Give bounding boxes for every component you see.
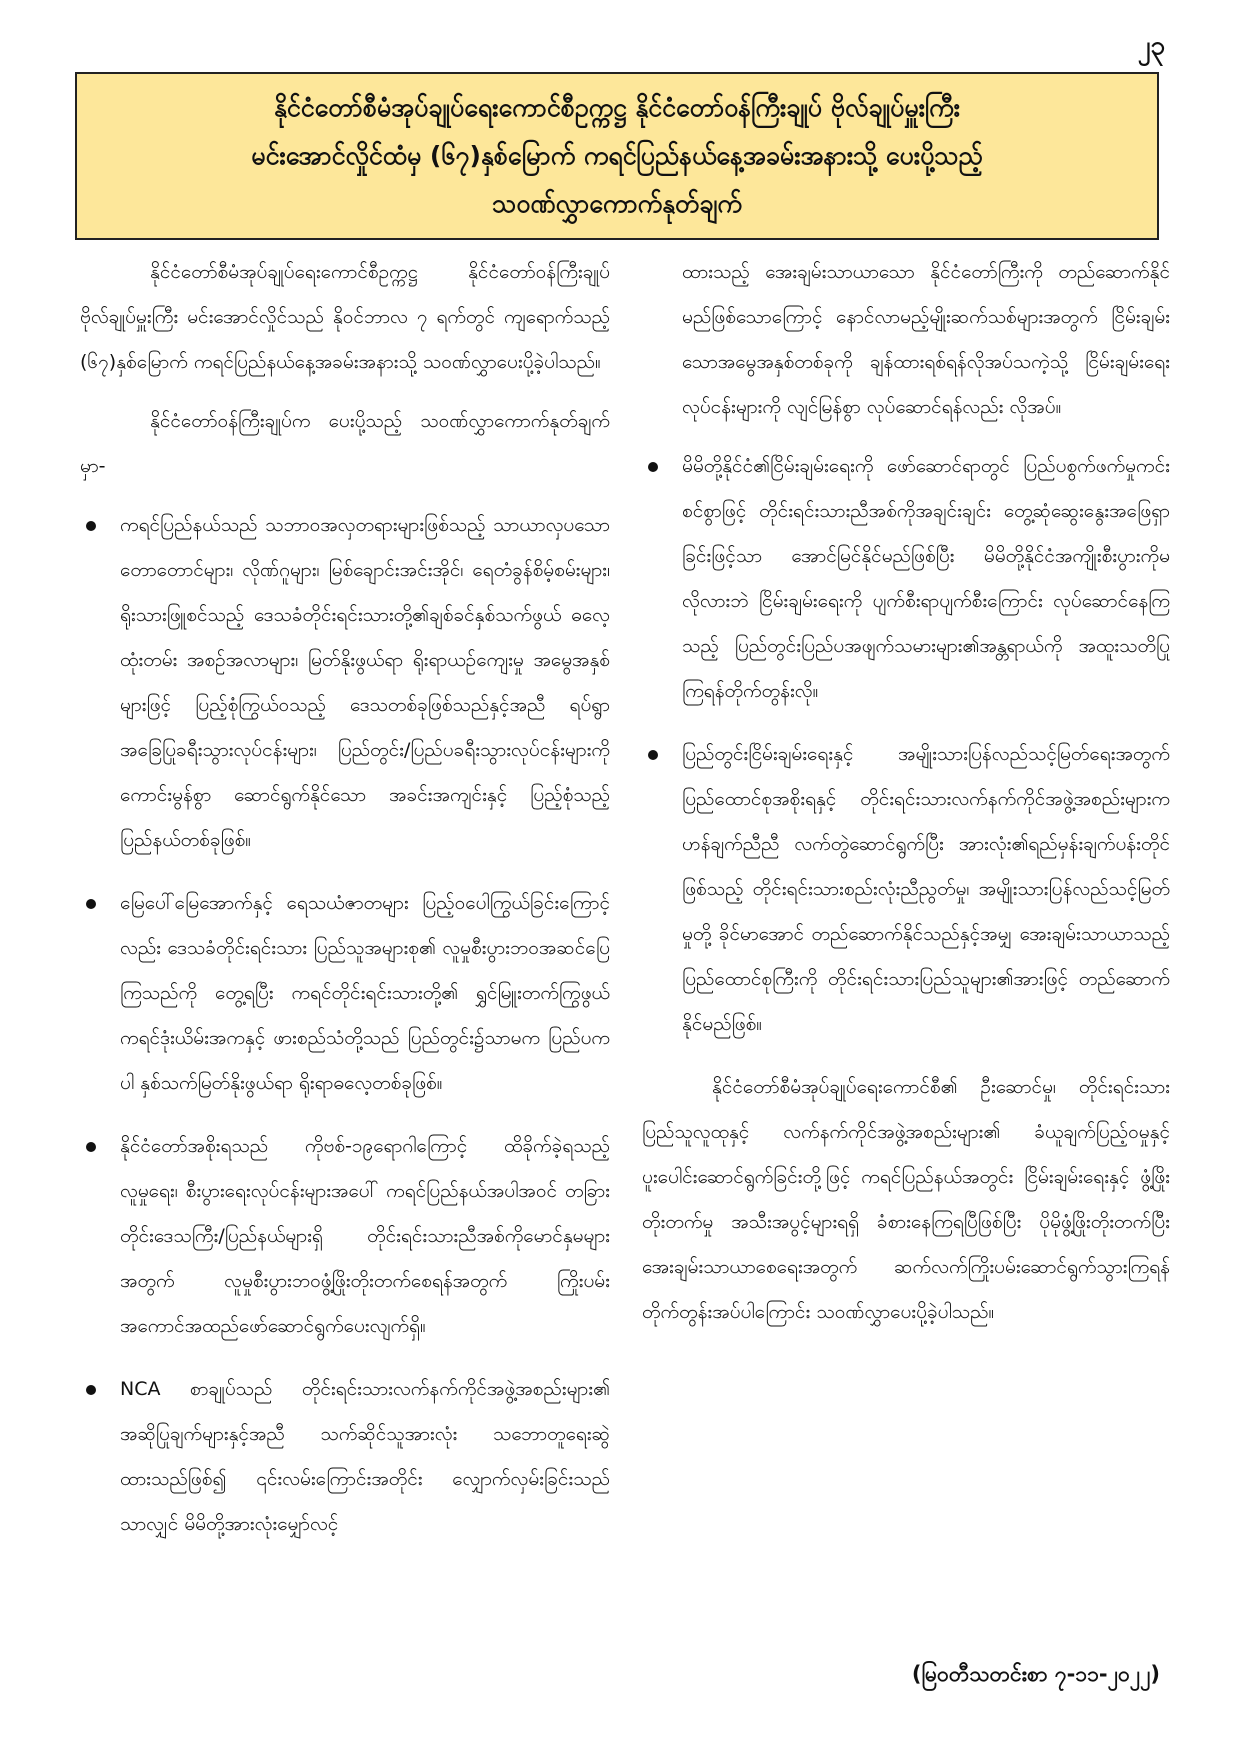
bullet-item <box>80 1367 610 1547</box>
bullet-item <box>642 732 1170 1047</box>
bullet-dot-icon <box>86 1385 96 1395</box>
closing-paragraph: နိုင်ငံတော်စီမံအုပ်ချုပ်ရေးကောင်စီ၏ ဦးဆောင်မှု၊ တိုင်းရင်းသားပြည်သူလူထုနှင့် လက်နက်ကိုင်အဖွဲ့အစည်းများ၏ ခံယူချက်ပြည့်ဝမှုနှင့် ပူးပေါင်းဆောင်ရွက်ခြင်းတို့ဖြင့် ကရင်ပြည်နယ်အတွင်း ငြိမ်းချမ်းရေးနှင့် ဖွံ့ဖြိုးတိုးတက်မှု အသီးအပွင့်များရရှိ ခံစားနေကြရပြီဖြစ်ပြီး ပိုမိုဖွံ့ဖြိုးတိုးတက်ပြီး အေးချမ်းသာယာစေရေးအတွက် ဆက်လက်ကြိုးပမ်းဆောင်ရွက်သွားကြရန် တိုက်တွန်းအပ်ပါကြောင်း သဝဏ်လွှာပေးပို့ခဲ့ပါသည်။ <box>642 1076 1170 1323</box>
bullet-dot-icon <box>86 899 96 909</box>
page-number: ၂၃ <box>1137 31 1165 61</box>
bullet-text: မြေပေါ်မြေအောက်နှင့် ရေသယံဇာတများ ပြည့်ဝပေါကြွယ်ခြင်းကြောင့်လည်း ဒေသခံတိုင်းရင်းသား ပြည်သူအများစု၏ လူမှုစီးပွားဘဝအဆင်ပြေကြသည်ကို တွေ့ရပြီး ကရင်တိုင်းရင်းသားတို့၏ ရွှင်မြူးတက်ကြွဖွယ် ကရင်ဒုံးယိမ်းအကနှင့် ဖားစည်သံတို့သည် ပြည်တွင်း၌သာမက ပြည်ပကပါ နှစ်သက်မြတ်နိုးဖွယ်ရာ ရိုးရာဓလေ့တစ်ခုဖြစ်။ <box>120 892 610 1094</box>
bullet-dot-icon <box>86 1142 96 1152</box>
bullet-text: NCA စာချုပ်သည် တိုင်းရင်းသားလက်နက်ကိုင်အဖွဲ့အစည်းများ၏ အဆိုပြုချက်များနှင့်အညီ သက်ဆိုင်သူအားလုံး သဘောတူရေးဆွဲထားသည်ဖြစ်၍ ၎င်းလမ်းကြောင်းအတိုင်း လျှောက်လှမ်းခြင်းသည်သာလျှင် မိမိတို့အားလုံးမျှော်လင့် <box>120 1378 610 1535</box>
bullet-item <box>80 503 610 863</box>
bullet-item <box>642 444 1170 714</box>
bullet-text: ကရင်ပြည်နယ်သည် သဘာဝအလှတရားများဖြစ်သည့် သာယာလှပသော တောတောင်များ၊ လိုဏ်ဂူများ၊ မြစ်ချောင်းအင်းအိုင်၊ ရေတံခွန်စိမ့်စမ်းများ၊ ရိုးသားဖြူစင်သည့် ဒေသခံတိုင်းရင်းသားတို့၏ချစ်ခင်နှစ်သက်ဖွယ် ဓလေ့ထုံးတမ်း အစဉ်အလာများ၊ မြတ်နိုးဖွယ်ရာ ရိုးရာယဉ်ကျေးမှု အမွေအနှစ်များဖြင့် ပြည့်စုံကြွယ်ဝသည့် ဒေသတစ်ခုဖြစ်သည်နှင့်အညီ ရပ်ရွာအခြေပြုခရီးသွားလုပ်ငန်းများ၊ ပြည်တွင်း/ပြည်ပခရီးသွားလုပ်ငန်းများကို ကောင်းမွန်စွာ ဆောင်ရွက်နိုင်သော အခင်းအကျင်းနှင့် ပြည့်စုံသည့် ပြည်နယ်တစ်ခုဖြစ်။ <box>120 514 610 851</box>
bullet-item <box>80 1124 610 1349</box>
right-column <box>642 250 1170 1349</box>
left-column <box>80 250 610 1565</box>
source-citation: (မြဝတီသတင်းစာ ၇-၁၁-၂၀၂၂) <box>911 1662 1160 1686</box>
title-line: သဝဏ်လွှာကောက်နုတ်ချက် <box>492 189 742 218</box>
bullet-text: နိုင်ငံတော်အစိုးရသည် ကိုဗစ်-၁၉ရောဂါကြောင့် ထိခိုက်ခဲ့ရသည့် လူမှုရေး၊ စီးပွားရေးလုပ်ငန်းများအပေါ် ကရင်ပြည်နယ်အပါအဝင် တခြားတိုင်းဒေသကြီး/ပြည်နယ်များရှိ တိုင်းရင်းသားညီအစ်ကိုမောင်နှမများအတွက် လူမှုစီးပွားဘဝဖွံ့ဖြိုးတိုးတက်စေရန်အတွက် ကြိုးပမ်းအကောင်အထည်ဖော်ဆောင်ရွက်ပေးလျက်ရှိ။ <box>120 1135 610 1337</box>
intro-paragraph: နိုင်ငံတော်စီမံအုပ်ချုပ်ရေးကောင်စီဥက္ကဋ္ဌ နိုင်ငံတော်ဝန်ကြီးချုပ် ဗိုလ်ချုပ်မှူးကြီး မင်းအောင်လှိုင်သည် နိုဝင်ဘာလ ၇ ရက်တွင် ကျရောက်သည့် (၆၇)နှစ်မြောက် ကရင်ပြည်နယ်နေ့အခမ်းအနားသို့ သဝဏ်လွှာပေးပို့ခဲ့ပါသည်။ <box>80 261 610 373</box>
bullet-text: ပြည်တွင်းငြိမ်းချမ်းရေးနှင့် အမျိုးသားပြန်လည်သင့်မြတ်ရေးအတွက် ပြည်ထောင်စုအစိုးရနှင့် တိုင်းရင်းသားလက်နက်ကိုင်အဖွဲ့အစည်းများက ဟန်ချက်ညီညီ လက်တွဲဆောင်ရွက်ပြီး အားလုံး၏ရည်မှန်းချက်ပန်းတိုင်ဖြစ်သည့် တိုင်းရင်းသားစည်းလုံးညီညွတ်မှု၊ အမျိုးသားပြန်လည်သင့်မြတ်မှုတို့ ခိုင်မာအောင် တည်ဆောက်နိုင်သည်နှင့်အမျှ အေးချမ်းသာယာသည့်ပြည်ထောင်စုကြီးကို တိုင်းရင်းသားပြည်သူများ၏အားဖြင့် တည်ဆောက်နိုင်မည်ဖြစ်။ <box>682 743 1170 1035</box>
bullet-dot-icon <box>648 750 658 760</box>
title-box <box>75 72 1159 240</box>
continuation-paragraph: ထားသည့် အေးချမ်းသာယာသော နိုင်ငံတော်ကြီးကို တည်ဆောက်နိုင်မည်ဖြစ်သောကြောင့် နောင်လာမည့်မျိုးဆက်သစ်များအတွက် ငြိမ်းချမ်းသောအမွေအနှစ်တစ်ခုကို ချန်ထားရစ်ရန်လိုအပ်သကဲ့သို့ ငြိမ်းချမ်းရေးလုပ်ငန်းများကို လျင်မြန်စွာ လုပ်ဆောင်ရန်လည်း လိုအပ်။ <box>682 261 1170 418</box>
intro-paragraph: နိုင်ငံတော်ဝန်ကြီးချုပ်က ပေးပို့သည့် သဝဏ်လွှာကောက်နုတ်ချက်မှာ- <box>80 410 610 477</box>
bullet-dot-icon <box>86 521 96 531</box>
bullet-text: မိမိတို့နိုင်ငံ၏ငြိမ်းချမ်းရေးကို ဖော်ဆောင်ရာတွင် ပြည်ပစွက်ဖက်မှုကင်းစင်စွာဖြင့် တိုင်းရင်းသားညီအစ်ကိုအချင်းချင်း တွေ့ဆုံဆွေးနွေးအဖြေရှာခြင်းဖြင့်သာ အောင်မြင်နိုင်မည်ဖြစ်ပြီး မိမိတို့နိုင်ငံအကျိုးစီးပွားကိုမလိုလားဘဲ ငြိမ်းချမ်းရေးကို ပျက်စီးရာပျက်စီးကြောင်း လုပ်ဆောင်နေကြသည့် ပြည်တွင်းပြည်ပအဖျက်သမားများ၏အန္တရာယ်ကို အထူးသတိပြုကြရန်တိုက်တွန်းလို။ <box>682 455 1170 702</box>
bullet-item <box>80 881 610 1106</box>
bullet-dot-icon <box>648 462 658 472</box>
title-line: မင်းအောင်လှိုင်ထံမှ (၆၇)နှစ်မြောက် ကရင်ပြည်နယ်နေ့အခမ်းအနားသို့ ပေးပို့သည့် <box>251 141 983 170</box>
title-line: နိုင်ငံတော်စီမံအုပ်ချုပ်ရေးကောင်စီဥက္ကဋ္ဌ နိုင်ငံတော်ဝန်ကြီးချုပ် ဗိုလ်ချုပ်မှူးကြီး <box>273 93 960 122</box>
